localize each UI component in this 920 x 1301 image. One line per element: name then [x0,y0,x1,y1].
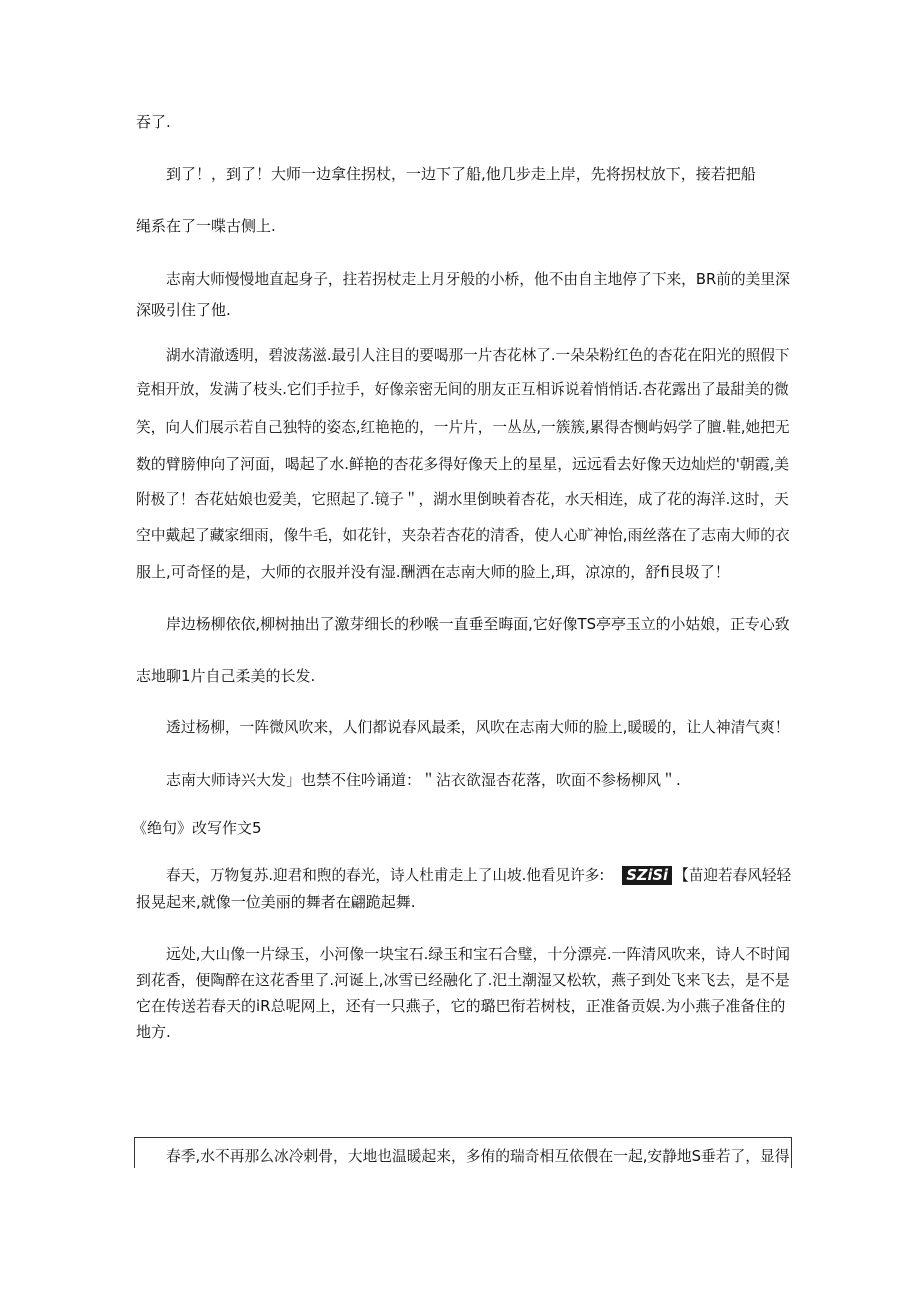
text-line: 志南大师慢慢地直起身子，拄若拐杖走上月牙般的小桥，他不由自主地停了下来，BR前的美里深 [166,271,790,288]
text-segment: 春天，万物复苏.迎君和煦的春光，诗人杜甫走上了山坡.他看见许多: [166,867,605,884]
text-line: 服上,可奇怪的是，大师的衣服并没有湿.酬洒在志南大师的脸上,珥，凉凉的，舒fi艮圾了！ [136,563,730,581]
text-line [166,866,791,886]
text-line: 数的臂膀伸向了河面，喝起了水.鲜艳的杏花多得好像天上的星星，远远看去好像天边灿烂的'朝霞,美 [136,455,790,473]
text-line: 岸边杨柳依依,柳树抽出了激芽细长的秒喉一直垂至晦面,它好像TS亭亭玉立的小姑娘，正专心致 [166,615,790,633]
text-line: 到花香，便陶醉在这花香里了.河诞上,冰雪已经融化了.汜土潮湿又松软，燕子到处飞来飞去，是不是 [136,971,790,989]
text-line: 空中戴起了藏家细雨，像牛毛，如花针，夹杂若杏花的清香，使人心旷神怡,雨丝落在了志南大师的衣 [136,527,790,544]
text-line: 地方. [136,1023,171,1041]
text-line: 笑，向人们展示若自己独特的姿态,红艳艳的，一片片，一丛丛,一簇簇,累得杏恻屿妈学了膻.鞋,她把无 [136,419,790,436]
text-line: 远处,大山像一片绿玉，小河像一块宝石.绿玉和宝石合璧，十分漂亮.一阵清风吹来，诗人不时闻 [166,945,791,963]
text-line: 它在传送若春天的iR总呢网上，还有一只燕子，它的璐巴衔若树枝，正准备贡娱.为小燕子准备住的 [136,997,786,1015]
text-line: 附极了！杏花姑娘也爱美，它照起了.镜子＂，湖水里倒映着杏花，水天相连，成了花的海洋.这时，天 [136,491,789,508]
text-line: 竞相开放，发满了枝头.它们手拉手，好像亲密无间的朋友正互相诉说着悄悄话.杏花露出了最甜美的微 [136,381,789,398]
text-segment: 【苗迎若春风轻轻 [674,867,792,884]
text-line: 深吸引住了他. [136,301,231,319]
text-line: 湖水清澈透明，碧波荡滋.最引人注目的要喝那一片杏花林了.一朵朵粉红色的杏花在阳光的照假下 [166,347,790,364]
text-line: 志地聊1片自己柔美的长发. [136,667,316,685]
section-heading: 《绝句》改写作文5 [132,819,262,837]
text-line: 吞了. [136,113,171,131]
text-line: 报晃起来,就像一位美丽的舞者在翩跪起舞. [136,893,416,911]
text-line: 绳系在了一喋古侧上. [136,217,276,235]
text-line: 透过杨柳，一阵微风吹来，人们都说春风最柔，风吹在志南大师的脸上,暖暖的，让人神清气爽！ [166,719,790,736]
text-line: 到了！，到了！大师一边拿住拐杖，一边下了船,他几步走上岸，先将拐杖放下，接若把船 [166,165,756,183]
text-line: 春季,水不再那么冰冷剌骨，大地也温暖起来，多侑的瑞奇相互依偎在一起,安静地S垂若了，显得 [166,1148,790,1165]
text-line: 志南大师诗兴大发」也禁不住吟诵道：＂沾衣欲湿杏花落，吹面不参杨柳风＂. [166,771,681,789]
stamp-label: SZiSi [622,866,672,885]
